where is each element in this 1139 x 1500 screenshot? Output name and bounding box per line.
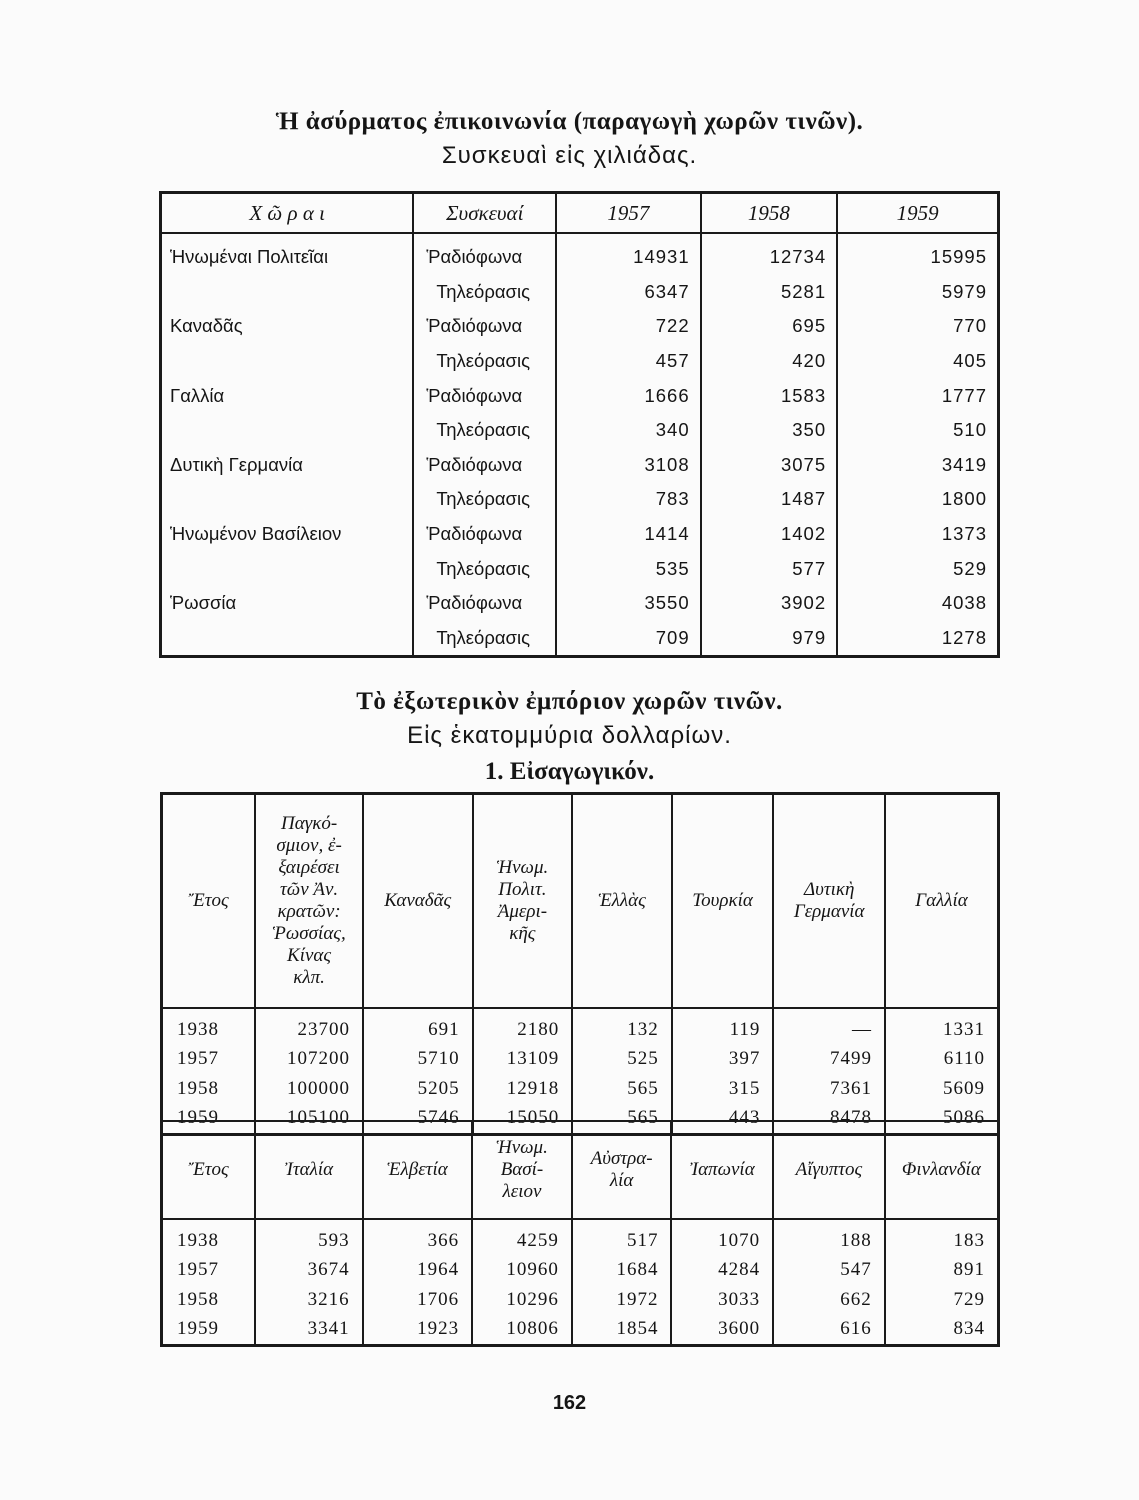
value-cell: 12918 [473, 1074, 573, 1104]
table-row [161, 378, 999, 413]
value-cell: 662 [773, 1285, 885, 1315]
value-cell: 315 [672, 1074, 774, 1104]
year-cell: 1958 [162, 1074, 256, 1104]
table-row [161, 413, 999, 448]
table-row [161, 482, 999, 517]
value-cell: 405 [837, 344, 998, 379]
value-cell: 12734 [701, 233, 838, 275]
header-devices: Συσκευαί [413, 193, 556, 234]
header-1959: 1959 [837, 193, 998, 234]
header-countries: Χ ῶ ρ α ι [161, 193, 414, 234]
value-cell: 1666 [556, 378, 700, 413]
table-row [162, 1285, 999, 1315]
table-header-row [162, 794, 999, 1009]
value-cell: 4259 [472, 1219, 572, 1256]
column-header [773, 794, 885, 1009]
column-header [472, 1121, 572, 1219]
column-header [255, 794, 363, 1009]
value-cell: 5979 [837, 275, 998, 310]
value-cell: 510 [837, 413, 998, 448]
country-cell [161, 344, 414, 379]
country-cell [161, 275, 414, 310]
value-cell: 3550 [556, 586, 700, 621]
value-cell: 7361 [773, 1074, 885, 1104]
table-row [161, 586, 999, 621]
column-header-label: Ἑλλὰς [598, 890, 646, 911]
value-cell: 15050 [473, 1104, 573, 1135]
value-cell: 6110 [885, 1045, 998, 1075]
column-header [885, 794, 998, 1009]
year-cell: 1957 [162, 1045, 256, 1075]
value-cell: 340 [556, 413, 700, 448]
trade-section-title: Τὸ ἐξωτερικὸν ἐμπόριον χωρῶν τινῶν. [356, 688, 783, 715]
table-row [161, 551, 999, 586]
table-row [161, 621, 999, 657]
column-header-label: Αὐστρα- λία [590, 1148, 653, 1191]
value-cell: 1964 [363, 1256, 473, 1286]
value-cell: 3674 [255, 1256, 362, 1286]
value-cell: 5746 [363, 1104, 473, 1135]
table-row [162, 1256, 999, 1286]
value-cell: 5086 [885, 1104, 998, 1135]
device-cell: Τηλεόρασις [413, 413, 556, 448]
value-cell: 3108 [556, 448, 700, 483]
table-row [162, 1008, 999, 1045]
column-header [255, 1121, 362, 1219]
header-1958: 1958 [701, 193, 838, 234]
table-header-row [162, 1121, 999, 1219]
value-cell: 443 [672, 1104, 774, 1135]
value-cell: 1373 [837, 517, 998, 552]
country-cell [161, 413, 414, 448]
value-cell: 107200 [255, 1045, 363, 1075]
value-cell: 4284 [671, 1256, 773, 1286]
device-cell: Τηλεόρασις [413, 551, 556, 586]
value-cell: 14931 [556, 233, 700, 275]
value-cell: 770 [837, 309, 998, 344]
device-cell: Τηλεόρασις [413, 482, 556, 517]
value-cell: 1854 [572, 1315, 672, 1346]
value-cell: 1583 [701, 378, 838, 413]
value-cell: 366 [363, 1219, 473, 1256]
value-cell: 3902 [701, 586, 838, 621]
value-cell: 1923 [363, 1315, 473, 1346]
column-header-label: Παγκό- σμιον, ἐ- ξαιρέσει τῶν Ἀν. κρατῶν: Ῥωσσίας, Κίνας κλπ. [272, 813, 346, 988]
column-header [672, 794, 774, 1009]
trade-section-subtitle: Εἰς ἑκατομμύρια δολλαρίων. [407, 722, 732, 749]
table-row [162, 1045, 999, 1075]
value-cell: 1278 [837, 621, 998, 657]
column-header-label: Ἔτος [188, 890, 229, 911]
device-cell: Τηλεόρασις [413, 275, 556, 310]
country-cell: Ἡνωμένον Βασίλειον [161, 517, 414, 552]
value-cell: 691 [363, 1008, 473, 1045]
value-cell: 722 [556, 309, 700, 344]
value-cell: 10806 [472, 1315, 572, 1346]
value-cell: 695 [701, 309, 838, 344]
value-cell: 1331 [885, 1008, 998, 1045]
column-header [473, 794, 573, 1009]
value-cell: 5710 [363, 1045, 473, 1075]
value-cell: 457 [556, 344, 700, 379]
value-cell: 420 [701, 344, 838, 379]
column-header-label: Καναδᾶς [384, 890, 452, 911]
table-row [161, 309, 999, 344]
value-cell: 891 [885, 1256, 999, 1286]
value-cell: 10296 [472, 1285, 572, 1315]
value-cell: 1402 [701, 517, 838, 552]
value-cell: 1972 [572, 1285, 672, 1315]
value-cell: 397 [672, 1045, 774, 1075]
radio-production-table [159, 191, 1000, 658]
country-cell [161, 551, 414, 586]
country-cell: Γαλλία [161, 378, 414, 413]
radio-section-title: Ἡ ἀσύρματος ἐπικοινωνία (παραγωγὴ χωρῶν τινῶν). [275, 108, 864, 135]
header-1957: 1957 [556, 193, 700, 234]
imports-table-2 [160, 1120, 1000, 1347]
year-cell: 1957 [162, 1256, 256, 1286]
value-cell: 1070 [671, 1219, 773, 1256]
value-cell: 565 [572, 1074, 672, 1104]
radio-section-subtitle: Συσκευαὶ εἰς χιλιάδας. [441, 142, 698, 169]
column-header [363, 1121, 473, 1219]
country-cell [161, 621, 414, 657]
table-row [162, 1219, 999, 1256]
column-header [572, 1121, 672, 1219]
column-header-label: Ἡνωμ. Βασί- λειον [496, 1137, 548, 1202]
country-cell: Δυτικὴ Γερμανία [161, 448, 414, 483]
value-cell: 3033 [671, 1285, 773, 1315]
table-row [162, 1074, 999, 1104]
value-cell: 10960 [472, 1256, 572, 1286]
year-cell: 1958 [162, 1285, 256, 1315]
value-cell: 3419 [837, 448, 998, 483]
column-header-label: Ἡνωμ. Πολιτ. Ἀμερι- κῆς [496, 857, 549, 944]
value-cell: 7499 [773, 1045, 885, 1075]
table-row [161, 448, 999, 483]
value-cell: 577 [701, 551, 838, 586]
column-header-label: Γαλλία [915, 890, 968, 911]
imports-subsection-title: 1. Εἰσαγωγικόν. [484, 758, 655, 785]
column-header-label: Αἴγυπτος [795, 1159, 863, 1180]
value-cell: 979 [701, 621, 838, 657]
value-cell: 3075 [701, 448, 838, 483]
year-cell: 1959 [162, 1104, 256, 1135]
value-cell: 100000 [255, 1074, 363, 1104]
country-cell: Ῥωσσία [161, 586, 414, 621]
value-cell: 132 [572, 1008, 672, 1045]
value-cell: 729 [885, 1285, 999, 1315]
device-cell: Ῥαδιόφωνα [413, 586, 556, 621]
value-cell: 15995 [837, 233, 998, 275]
value-cell: 565 [572, 1104, 672, 1135]
table-row [162, 1315, 999, 1346]
device-cell: Ῥαδιόφωνα [413, 309, 556, 344]
device-cell: Τηλεόρασις [413, 621, 556, 657]
value-cell: 3600 [671, 1315, 773, 1346]
column-header-label: Φινλανδία [901, 1159, 981, 1180]
imports-table-1 [160, 792, 1000, 1136]
column-header-label: Ἔτος [188, 1159, 229, 1180]
column-header [572, 794, 672, 1009]
value-cell: 1684 [572, 1256, 672, 1286]
column-header [671, 1121, 773, 1219]
value-cell: 547 [773, 1256, 885, 1286]
value-cell: 2180 [473, 1008, 573, 1045]
table-row [161, 233, 999, 275]
table-header-row [161, 193, 999, 234]
table-row [161, 344, 999, 379]
year-cell: 1938 [162, 1008, 256, 1045]
device-cell: Ῥαδιόφωνα [413, 378, 556, 413]
value-cell: 350 [701, 413, 838, 448]
value-cell: 23700 [255, 1008, 363, 1045]
value-cell: 105100 [255, 1104, 363, 1135]
country-cell: Καναδᾶς [161, 309, 414, 344]
value-cell: 1414 [556, 517, 700, 552]
value-cell: 5609 [885, 1074, 998, 1104]
value-cell: 183 [885, 1219, 999, 1256]
value-cell: 119 [672, 1008, 774, 1045]
year-cell: 1959 [162, 1315, 256, 1346]
column-header-label: Ἑλβετία [387, 1159, 448, 1180]
value-cell: 529 [837, 551, 998, 586]
value-cell: 709 [556, 621, 700, 657]
value-cell: — [773, 1008, 885, 1045]
value-cell: 188 [773, 1219, 885, 1256]
value-cell: 1777 [837, 378, 998, 413]
table-row [161, 517, 999, 552]
value-cell: 616 [773, 1315, 885, 1346]
table-row [161, 275, 999, 310]
value-cell: 3216 [255, 1285, 362, 1315]
column-header-label: Τουρκία [692, 890, 753, 911]
value-cell: 4038 [837, 586, 998, 621]
value-cell: 517 [572, 1219, 672, 1256]
value-cell: 6347 [556, 275, 700, 310]
value-cell: 1487 [701, 482, 838, 517]
value-cell: 13109 [473, 1045, 573, 1075]
value-cell: 3341 [255, 1315, 362, 1346]
column-header-label: Ἰαπωνία [689, 1159, 755, 1180]
country-cell [161, 482, 414, 517]
column-header [773, 1121, 885, 1219]
value-cell: 8478 [773, 1104, 885, 1135]
value-cell: 783 [556, 482, 700, 517]
column-header [162, 794, 256, 1009]
device-cell: Ῥαδιόφωνα [413, 233, 556, 275]
column-header [363, 794, 473, 1009]
device-cell: Ῥαδιόφωνα [413, 448, 556, 483]
year-cell: 1938 [162, 1219, 256, 1256]
device-cell: Τηλεόρασις [413, 344, 556, 379]
value-cell: 834 [885, 1315, 999, 1346]
value-cell: 5281 [701, 275, 838, 310]
value-cell: 525 [572, 1045, 672, 1075]
device-cell: Ῥαδιόφωνα [413, 517, 556, 552]
column-header [885, 1121, 999, 1219]
value-cell: 1800 [837, 482, 998, 517]
page-number: 162 [552, 1392, 587, 1414]
value-cell: 593 [255, 1219, 362, 1256]
value-cell: 5205 [363, 1074, 473, 1104]
column-header [162, 1121, 256, 1219]
column-header-label: Δυτικὴ Γερμανία [793, 879, 865, 922]
value-cell: 1706 [363, 1285, 473, 1315]
country-cell: Ἡνωμέναι Πολιτεῖαι [161, 233, 414, 275]
value-cell: 535 [556, 551, 700, 586]
column-header-label: Ἰταλία [284, 1159, 334, 1180]
